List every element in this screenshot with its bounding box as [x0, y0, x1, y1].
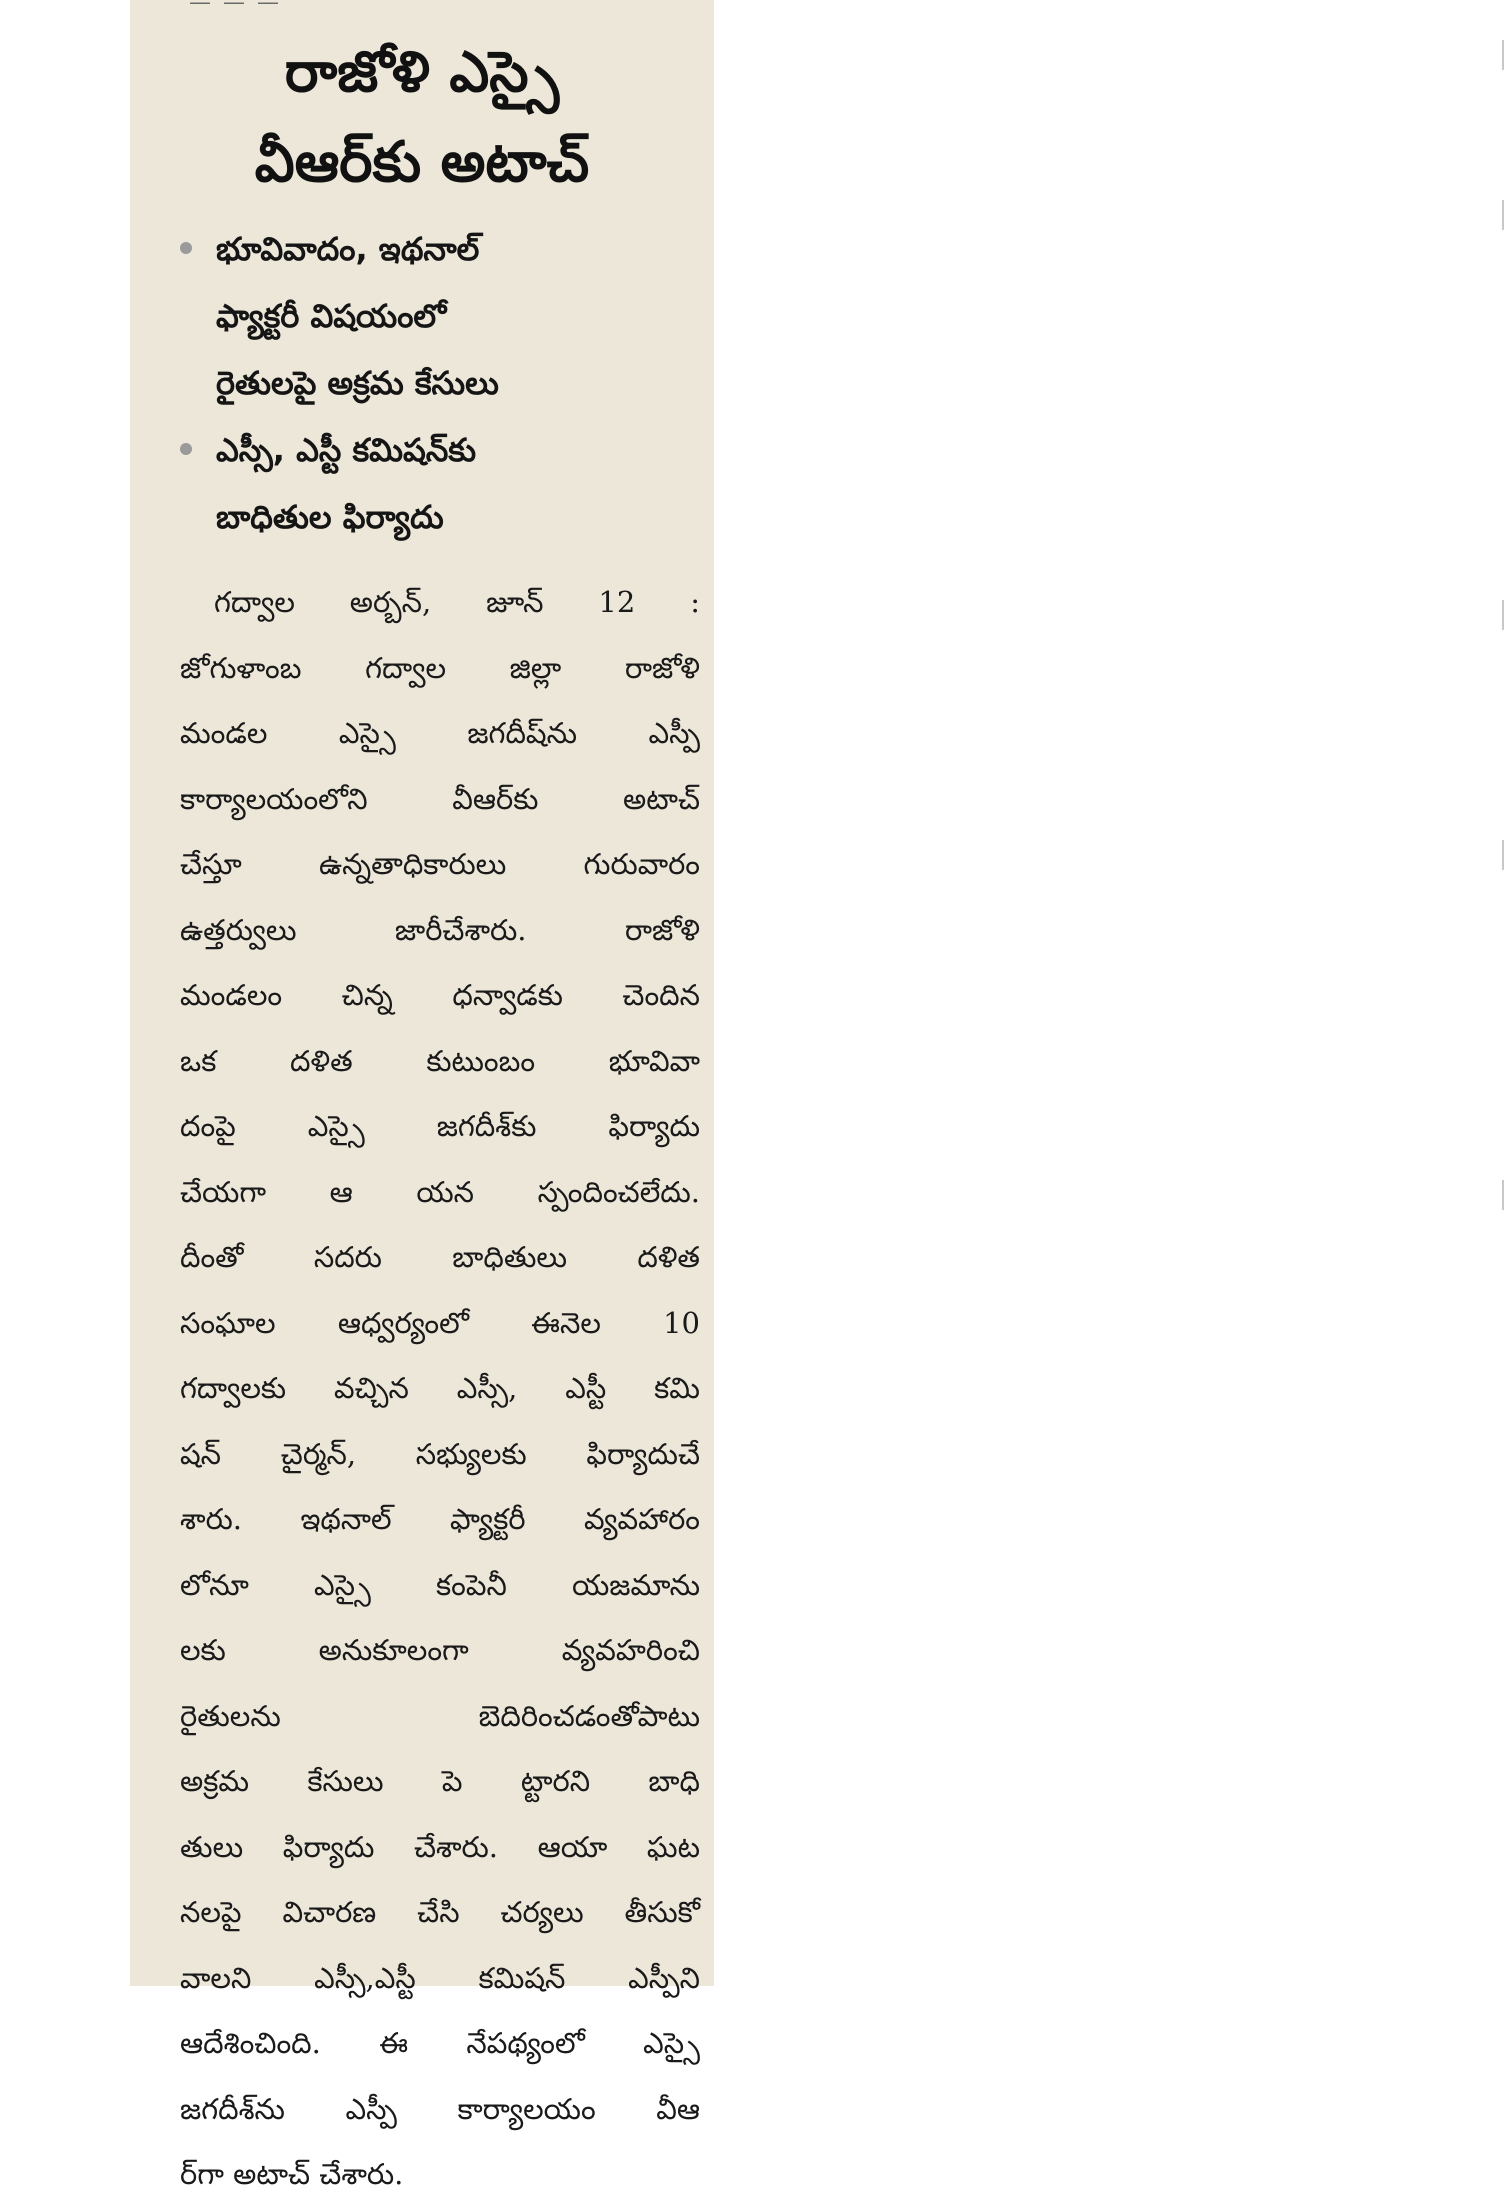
body-line: చేయగా ఆ యన స్పందించలేదు.	[180, 1174, 700, 1209]
body-line: ర్‌గా అటాచ్ చేశారు.	[180, 2157, 404, 2191]
bullet-line: బాధితుల ఫిర్యాదు	[216, 498, 444, 536]
body-line: చేస్తూ ఉన్నతాధికారులు గురువారం	[180, 847, 700, 881]
body-line: అక్రమ కేసులు పె ట్టారని బాధి	[180, 1764, 700, 1798]
page-margin	[714, 0, 800, 1986]
bullet-dot-icon	[180, 443, 192, 455]
body-line: ఒక దళిత కుటుంబం భూవివా	[180, 1043, 700, 1078]
bullet-line: భూవివాదం, ఇథనాల్	[216, 230, 480, 268]
body-line: గద్వాల అర్బన్, జూన్ 12 :	[214, 585, 700, 619]
body-line: సంఘాల ఆధ్వర్యంలో ఈనెల 10	[180, 1305, 700, 1340]
bullet-line: ఎస్సీ, ఎస్టీ కమిషన్‌కు	[216, 431, 477, 469]
body-line: కార్యాలయంలోని వీఆర్‌కు అటాచ్	[180, 781, 700, 816]
body-line: దంపై ఎస్సై జగదీశ్‌కు ఫిర్యాదు	[180, 1109, 700, 1143]
clipped-previous-line: ―――	[190, 0, 292, 14]
bullet-item	[180, 216, 700, 417]
body-line: లకు అనుకూలంగా వ్యవహరించి	[180, 1633, 700, 1667]
body-line: నలపై విచారణ చేసి చర్యలు తీసుకో	[180, 1895, 700, 1929]
body-line: మండల ఎస్సై జగదీష్‌ను ఎస్పీ	[180, 716, 700, 750]
body-line: శారు. ఇథనాల్ ఫ్యాక్టరీ వ్యవహారం	[180, 1502, 700, 1536]
subheading-bullets	[180, 216, 700, 551]
body-line: గద్వాలకు వచ్చిన ఎస్సీ, ఎస్టీ కమి	[180, 1371, 700, 1405]
headline-line-2: వీఆర్‌కు అటాచ్	[254, 130, 590, 195]
body-line: ఆదేశించింది. ఈ నేపథ్యంలో ఎస్సై	[180, 2026, 700, 2060]
article-body	[180, 570, 700, 2208]
bullet-dot-icon	[180, 242, 192, 254]
bullet-line: ఫ్యాక్టరీ విషయంలో	[216, 297, 447, 335]
newspaper-clipping	[130, 0, 714, 2191]
body-line: దీంతో సదరు బాధితులు దళిత	[180, 1240, 700, 1274]
bullet-line: రైతులపై అక్రమ కేసులు	[216, 364, 499, 402]
body-line: రైతులను బెదిరించడంతోపాటు	[180, 1698, 700, 1733]
body-line: తులు ఫిర్యాదు చేశారు. ఆయా ఘట	[180, 1829, 700, 1864]
body-line: జగదీశ్‌ను ఎస్పీ కార్యాలయం వీఆ	[180, 2091, 700, 2126]
body-line: జోగుళాంబ గద్వాల జిల్లా రాజోళి	[180, 650, 700, 685]
body-line: ఉత్తర్వులు జారీచేశారు. రాజోళి	[180, 912, 700, 947]
body-line: వాలని ఎస్సీ,ఎస్టీ కమిషన్ ఎస్పీని	[180, 1960, 700, 1995]
body-line: షన్ చైర్మన్, సభ్యులకు ఫిర్యాదుచే	[180, 1436, 700, 1471]
bullet-item	[180, 417, 700, 551]
body-line: లోనూ ఎస్సై కంపెనీ యజమాను	[180, 1567, 700, 1602]
body-line: మండలం చిన్న ధన్వాడకు చెందిన	[180, 978, 700, 1012]
headline-line-1: రాజోళి ఎస్సై	[284, 40, 560, 105]
